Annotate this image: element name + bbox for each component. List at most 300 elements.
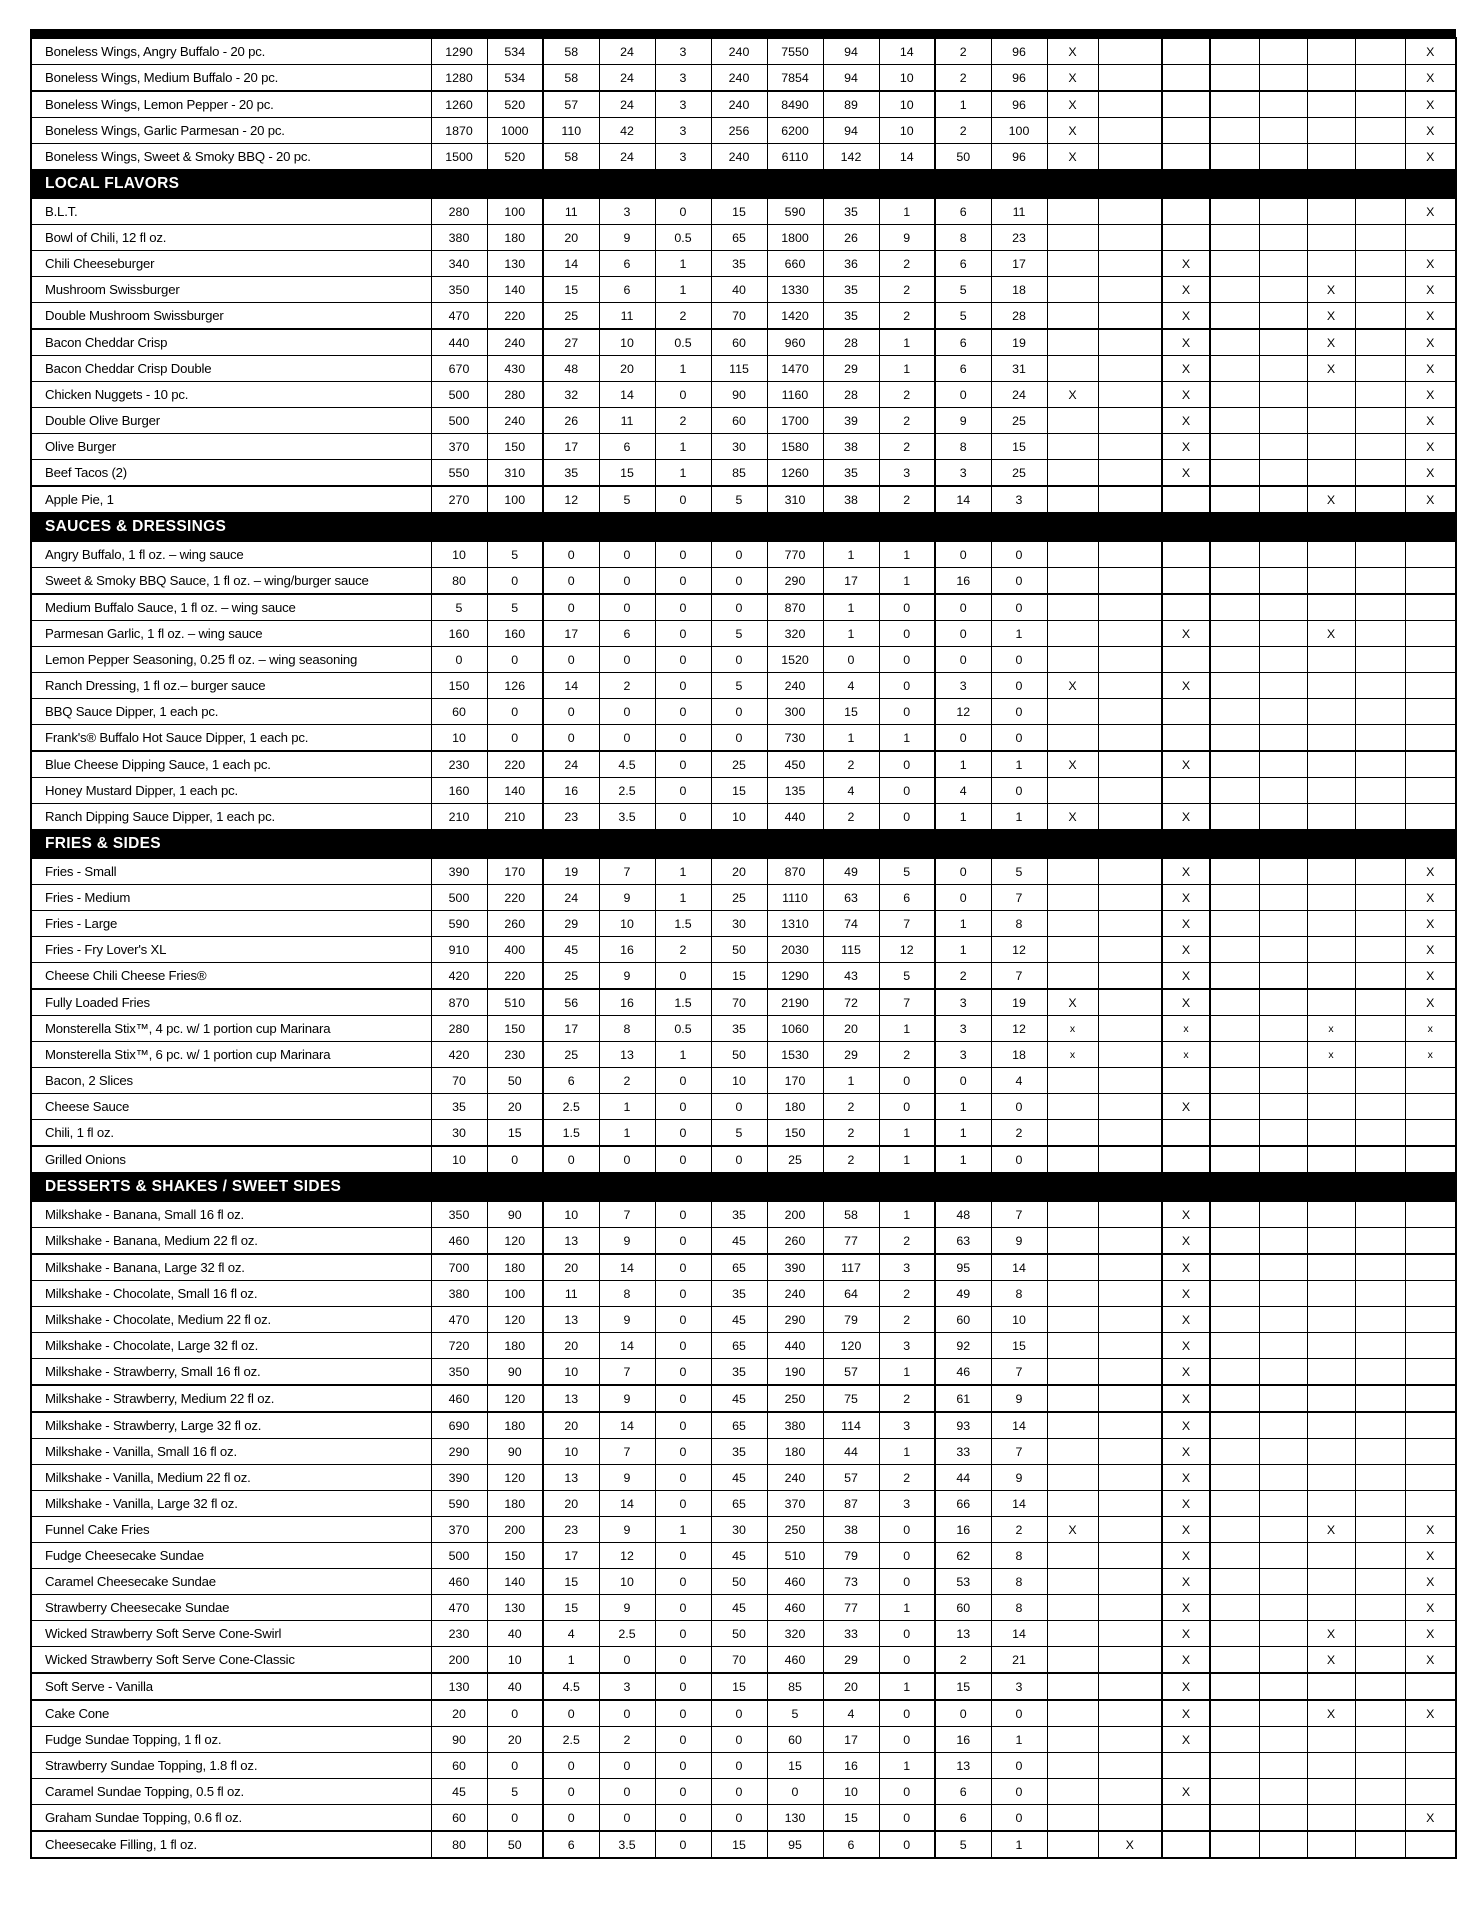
table-row	[31, 621, 1456, 647]
value-cell: 1310	[767, 911, 823, 937]
allergen-empty-cell	[1307, 225, 1355, 251]
allergen-empty-cell	[1405, 621, 1456, 647]
value-cell: 33	[935, 1439, 991, 1465]
allergen-empty-cell	[1307, 1281, 1355, 1307]
allergen-empty-cell	[1259, 911, 1307, 937]
allergen-empty-cell	[1259, 118, 1307, 144]
allergen-mark-cell: X	[1162, 751, 1210, 778]
allergen-empty-cell	[1259, 699, 1307, 725]
allergen-empty-cell	[1355, 1120, 1405, 1147]
allergen-empty-cell	[1355, 1700, 1405, 1727]
item-name: Apple Pie, 1	[31, 486, 431, 513]
value-cell: 0	[991, 647, 1047, 673]
value-cell: 0	[655, 486, 711, 513]
value-cell: 160	[487, 621, 543, 647]
value-cell: 65	[711, 1491, 767, 1517]
value-cell: 44	[935, 1465, 991, 1491]
value-cell: 870	[767, 594, 823, 621]
value-cell: 38	[823, 1517, 879, 1543]
value-cell: 60	[767, 1727, 823, 1753]
value-cell: 390	[431, 859, 487, 885]
allergen-empty-cell	[1047, 1491, 1098, 1517]
value-cell: 7550	[767, 38, 823, 65]
value-cell: 440	[431, 329, 487, 356]
allergen-empty-cell	[1210, 568, 1259, 595]
value-cell: 220	[487, 303, 543, 330]
value-cell: 26	[543, 408, 599, 434]
value-cell: 5	[711, 621, 767, 647]
item-name: Milkshake - Banana, Large 32 fl oz.	[31, 1254, 431, 1281]
allergen-empty-cell	[1355, 673, 1405, 699]
allergen-mark-cell: X	[1405, 911, 1456, 937]
allergen-empty-cell	[1307, 778, 1355, 804]
allergen-empty-cell	[1210, 937, 1259, 963]
value-cell: 28	[823, 382, 879, 408]
item-name: Honey Mustard Dipper, 1 each pc.	[31, 778, 431, 804]
value-cell: 0	[879, 1094, 935, 1120]
value-cell: 520	[487, 144, 543, 170]
allergen-empty-cell	[1259, 460, 1307, 487]
value-cell: 95	[935, 1254, 991, 1281]
value-cell: 6	[935, 329, 991, 356]
value-cell: 0	[935, 859, 991, 885]
allergen-empty-cell	[1098, 251, 1162, 277]
value-cell: 2	[823, 804, 879, 830]
table-row	[31, 382, 1456, 408]
allergen-empty-cell	[1047, 199, 1098, 225]
value-cell: 14	[879, 38, 935, 65]
value-cell: 11	[599, 303, 655, 330]
allergen-empty-cell	[1210, 1779, 1259, 1805]
allergen-mark-cell: X	[1162, 1202, 1210, 1228]
value-cell: 0	[711, 1094, 767, 1120]
allergen-empty-cell	[1047, 1727, 1098, 1753]
value-cell: 8	[991, 1595, 1047, 1621]
value-cell: 1110	[767, 885, 823, 911]
value-cell: 10	[879, 91, 935, 118]
allergen-empty-cell	[1162, 699, 1210, 725]
value-cell: 3	[599, 1673, 655, 1700]
value-cell: 11	[991, 199, 1047, 225]
value-cell: 10	[599, 329, 655, 356]
value-cell: 0	[487, 647, 543, 673]
value-cell: 0	[879, 804, 935, 830]
value-cell: 2	[655, 303, 711, 330]
allergen-mark-cell: X	[1405, 1517, 1456, 1543]
value-cell: 0	[823, 647, 879, 673]
allergen-mark-cell: X	[1162, 1647, 1210, 1674]
value-cell: 0	[655, 699, 711, 725]
allergen-mark-cell: X	[1405, 989, 1456, 1016]
allergen-empty-cell	[1259, 65, 1307, 92]
allergen-mark-cell: X	[1162, 1543, 1210, 1569]
value-cell: 0	[655, 1753, 711, 1779]
value-cell: 0	[991, 1805, 1047, 1832]
value-cell: 6	[543, 1068, 599, 1094]
allergen-empty-cell	[1047, 885, 1098, 911]
allergen-empty-cell	[1355, 1465, 1405, 1491]
allergen-empty-cell	[1355, 885, 1405, 911]
allergen-empty-cell	[1210, 356, 1259, 382]
allergen-empty-cell	[1047, 1621, 1098, 1647]
value-cell: 2190	[767, 989, 823, 1016]
allergen-empty-cell	[1259, 434, 1307, 460]
allergen-mark-cell: X	[1405, 1700, 1456, 1727]
value-cell: 2	[823, 751, 879, 778]
allergen-empty-cell	[1098, 1700, 1162, 1727]
value-cell: 534	[487, 38, 543, 65]
allergen-mark-cell: X	[1162, 911, 1210, 937]
allergen-mark-cell: X	[1047, 989, 1098, 1016]
item-name: Milkshake - Strawberry, Small 16 fl oz.	[31, 1359, 431, 1386]
allergen-empty-cell	[1098, 1805, 1162, 1832]
value-cell: 3.5	[599, 804, 655, 830]
item-name: Milkshake - Vanilla, Small 16 fl oz.	[31, 1439, 431, 1465]
value-cell: 290	[431, 1439, 487, 1465]
allergen-empty-cell	[1047, 1831, 1098, 1858]
allergen-empty-cell	[1098, 699, 1162, 725]
allergen-empty-cell	[1162, 542, 1210, 568]
value-cell: 0	[655, 804, 711, 830]
value-cell: 0.5	[655, 225, 711, 251]
value-cell: 61	[935, 1385, 991, 1412]
allergen-empty-cell	[1355, 1517, 1405, 1543]
value-cell: 21	[991, 1647, 1047, 1674]
value-cell: 500	[431, 885, 487, 911]
allergen-empty-cell	[1210, 144, 1259, 170]
table-row	[31, 1281, 1456, 1307]
allergen-empty-cell	[1355, 1228, 1405, 1255]
value-cell: 9	[599, 1228, 655, 1255]
value-cell: 49	[935, 1281, 991, 1307]
allergen-empty-cell	[1355, 647, 1405, 673]
allergen-empty-cell	[1047, 1333, 1098, 1359]
value-cell: 0	[991, 699, 1047, 725]
allergen-empty-cell	[1355, 225, 1405, 251]
value-cell: 13	[543, 1465, 599, 1491]
allergen-empty-cell	[1405, 1491, 1456, 1517]
value-cell: 6200	[767, 118, 823, 144]
value-cell: 0	[711, 1805, 767, 1832]
value-cell: 0	[599, 1700, 655, 1727]
allergen-mark-cell: X	[1405, 1647, 1456, 1674]
value-cell: 28	[991, 303, 1047, 330]
value-cell: 36	[823, 251, 879, 277]
item-name: BBQ Sauce Dipper, 1 each pc.	[31, 699, 431, 725]
value-cell: 0	[655, 1307, 711, 1333]
value-cell: 10	[487, 1647, 543, 1674]
item-name: Soft Serve - Vanilla	[31, 1673, 431, 1700]
allergen-mark-cell: X	[1047, 118, 1098, 144]
allergen-empty-cell	[1307, 65, 1355, 92]
value-cell: 15	[991, 1333, 1047, 1359]
allergen-empty-cell	[1355, 1595, 1405, 1621]
allergen-empty-cell	[1210, 1254, 1259, 1281]
allergen-empty-cell	[1355, 542, 1405, 568]
value-cell: 0	[655, 647, 711, 673]
allergen-mark-cell: X	[1162, 1491, 1210, 1517]
value-cell: 1290	[431, 38, 487, 65]
allergen-empty-cell	[1355, 1569, 1405, 1595]
value-cell: 77	[823, 1595, 879, 1621]
allergen-mark-cell: X	[1162, 673, 1210, 699]
value-cell: 180	[767, 1439, 823, 1465]
value-cell: 0	[655, 1673, 711, 1700]
allergen-empty-cell	[1162, 65, 1210, 92]
value-cell: 120	[823, 1333, 879, 1359]
value-cell: 13	[599, 1042, 655, 1068]
value-cell: 0	[599, 1753, 655, 1779]
allergen-empty-cell	[1210, 1673, 1259, 1700]
allergen-mark-cell: X	[1162, 1673, 1210, 1700]
allergen-empty-cell	[1098, 1094, 1162, 1120]
allergen-empty-cell	[1047, 568, 1098, 595]
value-cell: 0	[655, 382, 711, 408]
value-cell: 2	[879, 1228, 935, 1255]
allergen-mark-cell: X	[1162, 1700, 1210, 1727]
value-cell: 0	[991, 568, 1047, 595]
value-cell: 1	[879, 199, 935, 225]
value-cell: 44	[823, 1439, 879, 1465]
value-cell: 0	[543, 1700, 599, 1727]
allergen-empty-cell	[1047, 911, 1098, 937]
value-cell: 58	[543, 144, 599, 170]
value-cell: 94	[823, 65, 879, 92]
value-cell: 39	[823, 408, 879, 434]
value-cell: 0	[711, 1753, 767, 1779]
value-cell: 1	[879, 725, 935, 752]
allergen-empty-cell	[1047, 1595, 1098, 1621]
value-cell: 1	[543, 1647, 599, 1674]
value-cell: 0	[711, 647, 767, 673]
table-row	[31, 434, 1456, 460]
allergen-empty-cell	[1355, 911, 1405, 937]
value-cell: 1060	[767, 1016, 823, 1042]
value-cell: 1	[655, 859, 711, 885]
value-cell: 60	[431, 1805, 487, 1832]
allergen-empty-cell	[1355, 1359, 1405, 1386]
value-cell: 8	[991, 1569, 1047, 1595]
value-cell: 10	[431, 725, 487, 752]
allergen-mark-cell: X	[1047, 91, 1098, 118]
allergen-empty-cell	[1405, 1094, 1456, 1120]
allergen-empty-cell	[1047, 1465, 1098, 1491]
value-cell: 35	[823, 199, 879, 225]
allergen-empty-cell	[1098, 1307, 1162, 1333]
value-cell: 0	[991, 1779, 1047, 1805]
allergen-empty-cell	[1355, 1439, 1405, 1465]
item-name: Double Mushroom Swissburger	[31, 303, 431, 330]
value-cell: 70	[711, 303, 767, 330]
allergen-mark-cell: X	[1162, 885, 1210, 911]
table-row	[31, 937, 1456, 963]
item-name: Boneless Wings, Garlic Parmesan - 20 pc.	[31, 118, 431, 144]
value-cell: 460	[767, 1647, 823, 1674]
allergen-empty-cell	[1259, 859, 1307, 885]
value-cell: 24	[599, 65, 655, 92]
table-row	[31, 1779, 1456, 1805]
value-cell: 0	[543, 699, 599, 725]
value-cell: 7	[991, 1359, 1047, 1386]
value-cell: 0	[655, 199, 711, 225]
allergen-empty-cell	[1210, 859, 1259, 885]
value-cell: 510	[767, 1543, 823, 1569]
value-cell: 2	[879, 251, 935, 277]
value-cell: 17	[991, 251, 1047, 277]
value-cell: 130	[431, 1673, 487, 1700]
allergen-mark-cell: X	[1307, 303, 1355, 330]
value-cell: 0	[879, 1779, 935, 1805]
value-cell: 5	[487, 594, 543, 621]
allergen-empty-cell	[1307, 699, 1355, 725]
value-cell: 0	[879, 647, 935, 673]
value-cell: 230	[431, 1621, 487, 1647]
value-cell: 15	[823, 699, 879, 725]
allergen-mark-cell: X	[1405, 91, 1456, 118]
allergen-empty-cell	[1098, 329, 1162, 356]
value-cell: 0	[655, 542, 711, 568]
value-cell: 2	[879, 434, 935, 460]
value-cell: 0	[655, 1569, 711, 1595]
allergen-empty-cell	[1210, 1333, 1259, 1359]
allergen-empty-cell	[1047, 594, 1098, 621]
value-cell: 40	[487, 1621, 543, 1647]
value-cell: 50	[711, 1569, 767, 1595]
value-cell: 7	[991, 963, 1047, 990]
value-cell: 0	[543, 647, 599, 673]
value-cell: 240	[711, 144, 767, 170]
value-cell: 1	[935, 1146, 991, 1173]
value-cell: 72	[823, 989, 879, 1016]
value-cell: 14	[599, 1412, 655, 1439]
allergen-empty-cell	[1259, 1068, 1307, 1094]
table-row	[31, 1621, 1456, 1647]
value-cell: 29	[543, 911, 599, 937]
allergen-empty-cell	[1259, 38, 1307, 65]
value-cell: 4	[991, 1068, 1047, 1094]
value-cell: 390	[767, 1254, 823, 1281]
value-cell: 0	[711, 568, 767, 595]
allergen-empty-cell	[1307, 804, 1355, 830]
allergen-empty-cell	[1162, 1068, 1210, 1094]
allergen-empty-cell	[1098, 277, 1162, 303]
allergen-empty-cell	[1210, 434, 1259, 460]
allergen-empty-cell	[1259, 1439, 1307, 1465]
allergen-empty-cell	[1355, 1281, 1405, 1307]
allergen-empty-cell	[1405, 725, 1456, 752]
value-cell: 1	[935, 91, 991, 118]
value-cell: 10	[543, 1202, 599, 1228]
value-cell: 310	[487, 460, 543, 487]
allergen-empty-cell	[1098, 1727, 1162, 1753]
value-cell: 2	[599, 1068, 655, 1094]
allergen-empty-cell	[1098, 199, 1162, 225]
allergen-empty-cell	[1098, 65, 1162, 92]
allergen-empty-cell	[1259, 1647, 1307, 1674]
value-cell: 460	[431, 1385, 487, 1412]
value-cell: 0	[599, 568, 655, 595]
allergen-empty-cell	[1405, 1202, 1456, 1228]
value-cell: 60	[711, 329, 767, 356]
value-cell: 1	[655, 251, 711, 277]
value-cell: 45	[711, 1307, 767, 1333]
allergen-empty-cell	[1307, 1307, 1355, 1333]
value-cell: 25	[543, 963, 599, 990]
value-cell: 65	[711, 225, 767, 251]
value-cell: 460	[431, 1569, 487, 1595]
allergen-empty-cell	[1047, 1385, 1098, 1412]
allergen-empty-cell	[1405, 568, 1456, 595]
value-cell: 240	[767, 673, 823, 699]
value-cell: 8	[599, 1016, 655, 1042]
allergen-mark-cell: X	[1047, 1517, 1098, 1543]
value-cell: 65	[711, 1333, 767, 1359]
value-cell: 33	[823, 1621, 879, 1647]
allergen-mark-cell: X	[1405, 1543, 1456, 1569]
value-cell: 100	[487, 1281, 543, 1307]
value-cell: 0	[599, 699, 655, 725]
value-cell: 0	[543, 725, 599, 752]
value-cell: 3	[935, 460, 991, 487]
allergen-empty-cell	[1355, 199, 1405, 225]
allergen-empty-cell	[1210, 1517, 1259, 1543]
allergen-empty-cell	[1307, 1727, 1355, 1753]
value-cell: 0	[655, 1359, 711, 1386]
value-cell: 260	[767, 1228, 823, 1255]
value-cell: 1.5	[655, 989, 711, 1016]
allergen-mark-cell: X	[1162, 1254, 1210, 1281]
allergen-empty-cell	[1355, 1805, 1405, 1832]
allergen-empty-cell	[1307, 1831, 1355, 1858]
allergen-empty-cell	[1259, 621, 1307, 647]
value-cell: 35	[823, 303, 879, 330]
allergen-empty-cell	[1162, 568, 1210, 595]
allergen-empty-cell	[1259, 1727, 1307, 1753]
allergen-empty-cell	[1162, 647, 1210, 673]
value-cell: 23	[543, 804, 599, 830]
allergen-empty-cell	[1405, 804, 1456, 830]
value-cell: 45	[711, 1465, 767, 1491]
item-name: Bacon Cheddar Crisp	[31, 329, 431, 356]
value-cell: 2	[935, 963, 991, 990]
value-cell: 115	[711, 356, 767, 382]
value-cell: 15	[599, 460, 655, 487]
allergen-mark-cell: X	[1405, 329, 1456, 356]
value-cell: 0	[599, 1647, 655, 1674]
allergen-mark-cell: X	[1405, 963, 1456, 990]
table-row	[31, 1412, 1456, 1439]
allergen-empty-cell	[1098, 594, 1162, 621]
value-cell: 28	[823, 329, 879, 356]
value-cell: 0	[655, 1831, 711, 1858]
allergen-empty-cell	[1405, 1727, 1456, 1753]
value-cell: 57	[823, 1465, 879, 1491]
allergen-empty-cell	[1355, 937, 1405, 963]
value-cell: 0	[879, 1831, 935, 1858]
item-name: Double Olive Burger	[31, 408, 431, 434]
value-cell: 200	[431, 1647, 487, 1674]
value-cell: 140	[487, 277, 543, 303]
value-cell: 12	[991, 937, 1047, 963]
value-cell: 1	[935, 751, 991, 778]
value-cell: 670	[431, 356, 487, 382]
value-cell: 40	[487, 1673, 543, 1700]
allergen-mark-cell: x	[1047, 1016, 1098, 1042]
value-cell: 0	[487, 725, 543, 752]
allergen-empty-cell	[1355, 144, 1405, 170]
allergen-empty-cell	[1098, 1016, 1162, 1042]
value-cell: 9	[599, 885, 655, 911]
